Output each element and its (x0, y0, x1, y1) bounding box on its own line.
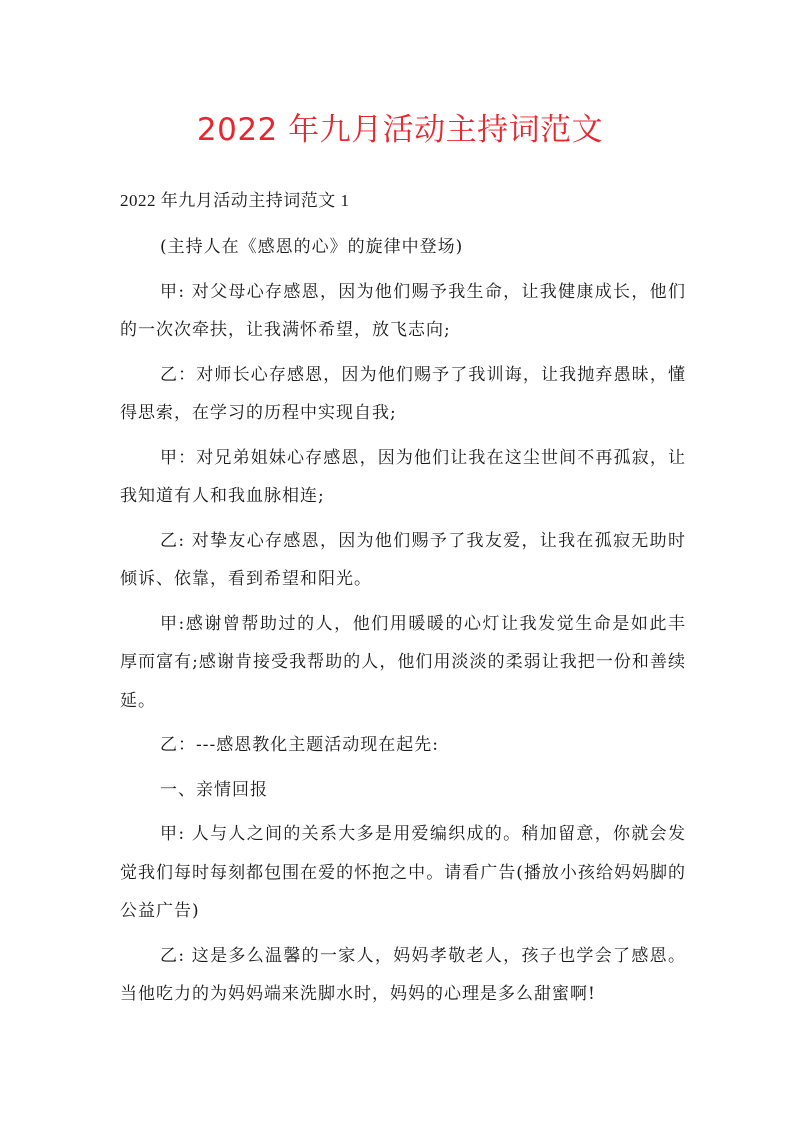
document-title: 2022 年九月活动主持词范文 (196, 112, 604, 148)
document-body (120, 186, 686, 1020)
paragraph: 甲: 人与人之间的关系大多是用爱编织成的。稍加留意，你就会发觉我们每时每刻都包围在爱的怀抱之中。请看广告(播放小孩给妈妈脚的公益广告) (120, 824, 686, 921)
section-heading: 一、亲情回报 (160, 779, 268, 800)
paragraph: 乙: 这是多么温馨的一家人，妈妈孝敬老人，孩子也学会了感恩。当他吃力的为妈妈端来洗脚水时，妈妈的心理是多么甜蜜啊! (120, 945, 686, 1004)
paragraph: 甲: 对父母心存感恩，因为他们赐予我生命，让我健康成长，他们的一次次牵扶，让我满怀希望，放飞志向; (120, 281, 686, 340)
section-subtitle: 2022 年九月活动主持词范文 1 (120, 191, 350, 210)
paragraph: 乙: 对挚友心存感恩，因为他们赐予了我友爱，让我在孤寂无助时倾诉、依靠，看到希望和阳光。 (120, 530, 686, 589)
paragraph: (主持人在《感恩的心》的旋律中登场) (160, 237, 464, 257)
paragraph: 甲：对兄弟姐妹心存感恩，因为他们让我在这尘世间不再孤寂，让我知道有人和我血脉相连; (120, 447, 686, 506)
paragraph: 乙：对师长心存感恩，因为他们赐予了我训诲，让我抛弃愚昧，懂得思索，在学习的历程中实现自我; (120, 364, 686, 423)
paragraph: 甲:感谢曾帮助过的人，他们用暖暖的心灯让我发觉生命是如此丰厚而富有;感谢肯接受我帮助的人，他们用淡淡的柔弱让我把一份和善续延。 (120, 613, 686, 711)
paragraph: 乙：---感恩教化主题活动现在起先: (160, 735, 439, 755)
